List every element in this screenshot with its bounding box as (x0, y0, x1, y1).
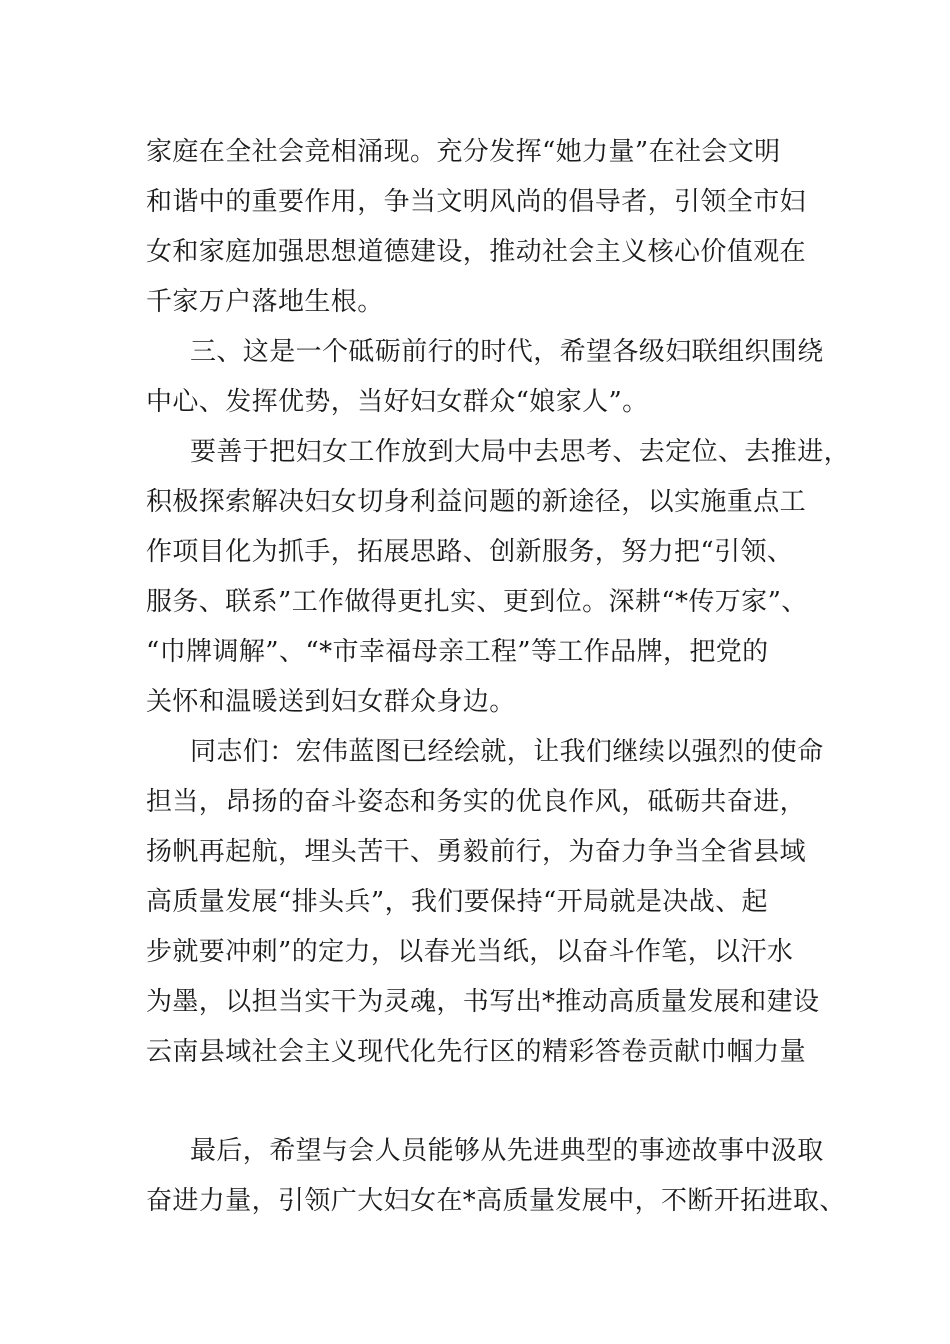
text-line: 奋进力量，引领广大妇女在*高质量发展中，不断开拓进取、 (146, 1186, 846, 1216)
text-line: 女和家庭加强思想道德建设，推动社会主义核心价值观在 (146, 237, 807, 267)
text-line: 家庭在全社会竞相涌现。充分发挥“她力量”在社会文明 (146, 137, 781, 167)
text-line: 关怀和温暖送到妇女群众身边。 (146, 687, 516, 717)
text-line: 三、这是一个砥砺前行的时代，希望各级妇联组织围绕 (190, 337, 824, 367)
text-line: 要善于把妇女工作放到大局中去思考、去定位、去推进， (190, 437, 851, 467)
text-line: 作项目化为抓手，拓展思路、创新服务，努力把“引领、 (146, 537, 794, 567)
text-line: 千家万户落地生根。 (146, 287, 384, 317)
text-line: 为墨，以担当实干为灵魂，书写出*推动高质量发展和建设 (146, 987, 820, 1017)
text-line: 云南县域社会主义现代化先行区的精彩答卷贡献巾帼力量 (146, 1037, 807, 1067)
text-line: “巾牌调解”、“*市幸福母亲工程”等工作品牌，把党的 (146, 637, 769, 667)
text-line: 高质量发展“排头兵”，我们要保持“开局就是决战、起 (146, 887, 768, 917)
text-line: 担当，昂扬的奋斗姿态和务实的优良作风，砥砺共奋进， (146, 787, 807, 817)
text-line: 同志们：宏伟蓝图已经绘就，让我们继续以强烈的使命 (190, 737, 824, 767)
text-line: 和谐中的重要作用，争当文明风尚的倡导者，引领全市妇 (146, 187, 807, 217)
text-line: 扬帆再起航，埋头苦干、勇毅前行，为奋力争当全省县域 (146, 837, 807, 867)
text-line: 中心、发挥优势，当好妇女群众“娘家人”。 (146, 387, 649, 417)
text-line: 服务、联系”工作做得更扎实、更到位。深耕“*传万家”、 (146, 587, 808, 617)
text-line: 最后，希望与会人员能够从先进典型的事迹故事中汲取 (190, 1136, 824, 1166)
text-line: 积极探索解决妇女切身利益问题的新途径，以实施重点工 (146, 487, 807, 517)
text-line: 步就要冲刺”的定力，以春光当纸，以奋斗作笔，以汗水 (146, 937, 794, 967)
